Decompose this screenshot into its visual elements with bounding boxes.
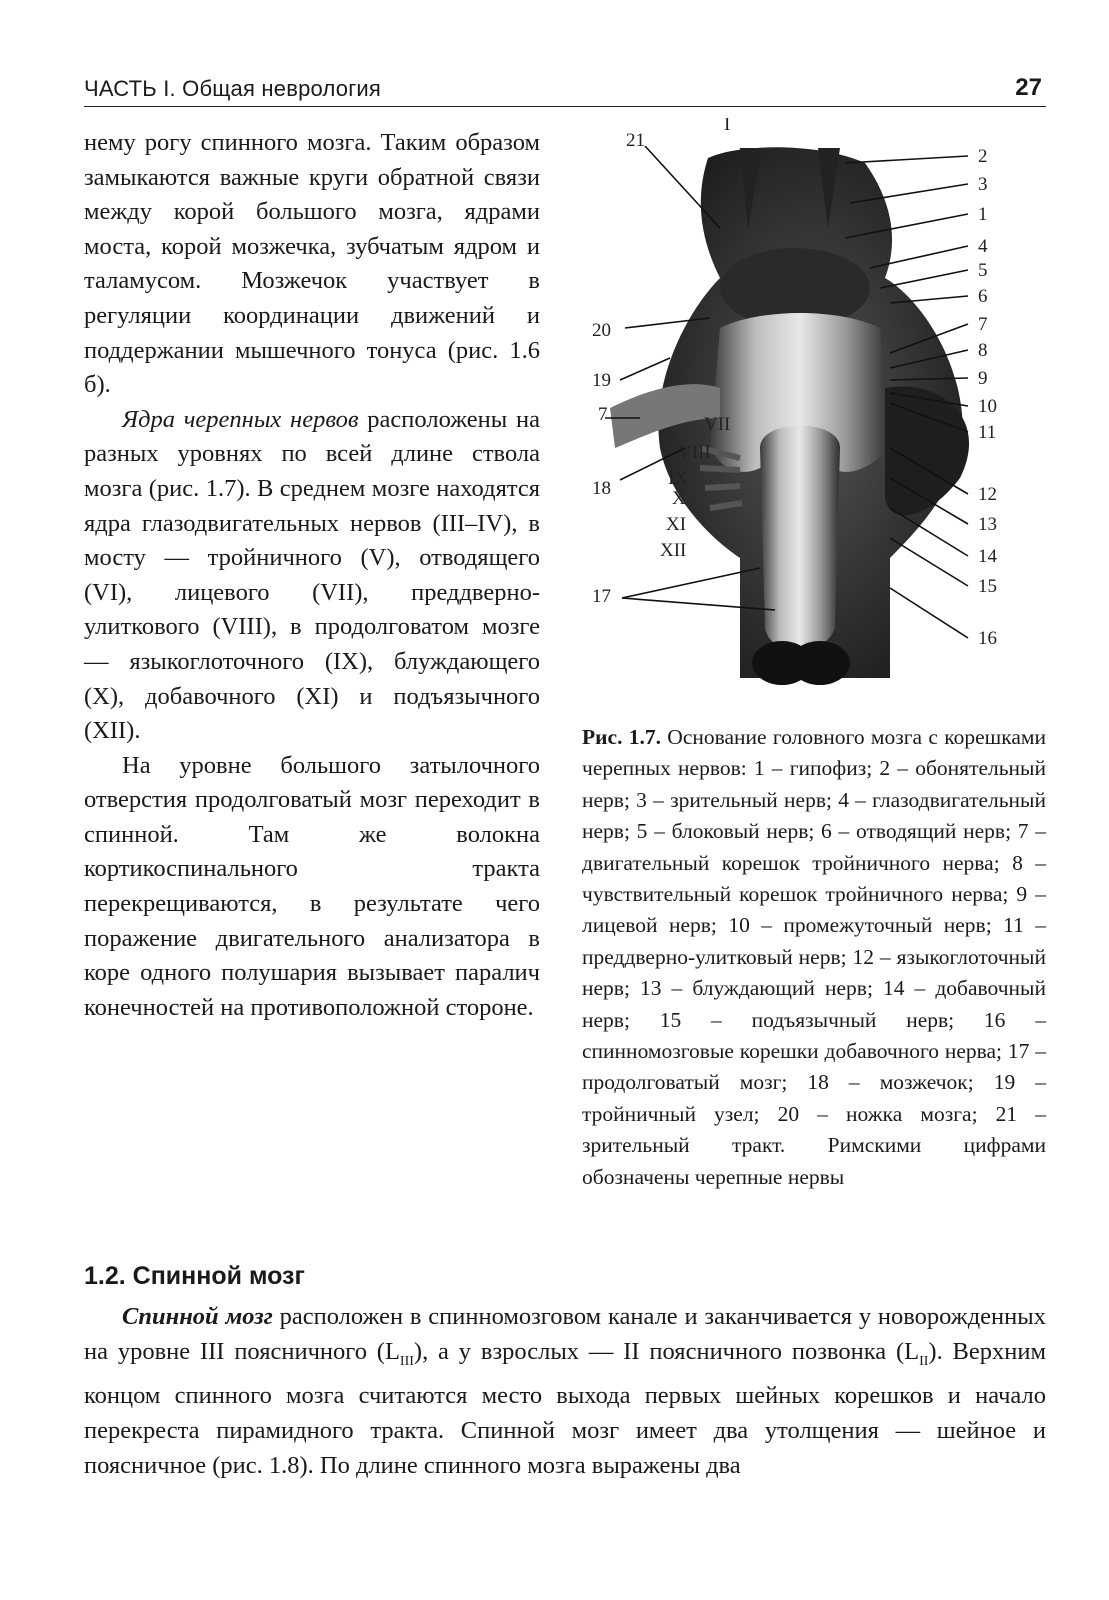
figure-label: 9 [978, 368, 988, 389]
paragraph [84, 403, 540, 749]
figure-label: 1 [978, 204, 988, 225]
figure-label: 15 [978, 576, 997, 597]
body-text [84, 1300, 1046, 1484]
figure-label: 7 [598, 404, 608, 425]
figure-label: 19 [592, 370, 611, 391]
section-heading: 1.2. Спинной мозг [84, 1262, 305, 1290]
figure-label: 18 [592, 478, 611, 499]
figure-labels-left [592, 130, 645, 607]
figure-label: XI [666, 514, 687, 535]
figure-label: 13 [978, 514, 997, 535]
brain-base-illustration [590, 118, 1052, 718]
figure-label: VII [704, 414, 731, 435]
figure-labels-right [978, 146, 998, 649]
italic-term: Ядра черепных нервов [122, 405, 359, 433]
figure-label: 17 [592, 586, 611, 607]
figure-label: 4 [978, 236, 988, 257]
left-column [84, 126, 540, 1025]
figure-caption [582, 722, 1046, 1193]
figure-label: 7 [978, 314, 988, 335]
figure-label: 16 [978, 628, 997, 649]
paragraph: На уровне большого затылочного отверстия продолговатый мозг переходит в спинной. Там же волокна кортикоспинального тракта перекрещиваются, в результате чего поражение двигательного анализатора в коре одного полушария вызывает паралич конечностей на противоположной стороне. [84, 751, 540, 1021]
subscript: II [919, 1353, 929, 1369]
paragraph: нему рогу спинного мозга. Таким образом замыкаются важные круги обратной связи между корой большого мозга, ядрами моста, корой мозжечка, зубчатым ядром и таламусом. Мозжечок участвует в регуляции координации движений и поддержании мышечного тонуса (рис. 1.6 б). [84, 129, 540, 399]
figure-label: X [672, 488, 686, 509]
figure-label: 21 [626, 130, 645, 151]
figure-label: 12 [978, 484, 997, 505]
figure-label: 3 [978, 174, 988, 195]
figure-label: XII [660, 540, 687, 561]
paragraph-text: ). Верхним концом спинного мозга считаются место выхода первых шейных корешков и начало перекреста пирамидного тракта. Спинной мозг имеет два утолщения — шейное и поясничное (рис. 1.8). По длине спинного мозга выражены два [84, 1337, 1046, 1480]
caption-label: Рис. 1.7. [582, 725, 661, 749]
subscript: III [399, 1353, 414, 1369]
figure-label: 20 [592, 320, 611, 341]
figure-label: 5 [978, 260, 988, 281]
figure-label: 2 [978, 146, 988, 167]
figure-label: II [744, 166, 757, 187]
running-title: ЧАСТЬ I. Общая неврология [84, 76, 382, 101]
figure-label: VIII [678, 442, 711, 463]
paragraph [84, 1300, 1046, 1484]
figure-label: 11 [978, 422, 997, 443]
figure-label: 14 [978, 546, 997, 567]
paragraph-text: расположены на разных уровнях по всей длине ствола мозга (рис. 1.7). В среднем мозге находятся ядра глазодвигательных нервов (III–IV), в мосту — тройничного (V), отводящего (VI), лицевого (VII), преддверно-улиткового (VIII), в продолговатом мозге — языкоглоточного (IX), блуждающего (X), добавочного (XI) и подъязычного (XII). [84, 405, 540, 745]
paragraph-text: расположен в спинномозговом канале и заканчивается у новорожденных на уровне III поясничного (L [84, 1303, 1046, 1365]
figure-label: 6 [978, 286, 988, 307]
paragraph-text: ), а у взрослых — II поясничного позвонка (L [413, 1337, 920, 1365]
figure-label: 8 [978, 340, 988, 361]
figure-label: 10 [978, 396, 997, 417]
page-number: 27 [1015, 74, 1042, 101]
caption-text: Основание головного мозга с корешками черепных нервов: 1 – гипофиз; 2 – обонятельный нерв; 3 – зрительный нерв; 4 – глазодвигательный нерв; 5 – блоковый нерв; 6 – отводящий нерв; 7 – двигательный корешок тройничного нерва; 8 – чувствительный корешок тройничного нерва; 9 – лицевой нерв; 10 – промежуточный нерв; 11 – преддверно-улитковый нерв; 12 – языкоглоточный нерв; 13 – блуждающий нерв; 14 – добавочный нерв; 15 – подъязычный нерв; 16 – спинномозговые корешки добавочного нерва; 17 – продолговатый мозг; 18 – мозжечок; 19 – тройничный узел; 20 – ножка мозга; 21 – зрительный тракт. Римскими цифрами обозначены черепные нервы [582, 725, 1046, 1189]
page-header [84, 74, 1046, 107]
figure-label: I [724, 118, 731, 135]
term: Спинной мозг [122, 1303, 273, 1330]
figure-label: IX [668, 468, 689, 489]
